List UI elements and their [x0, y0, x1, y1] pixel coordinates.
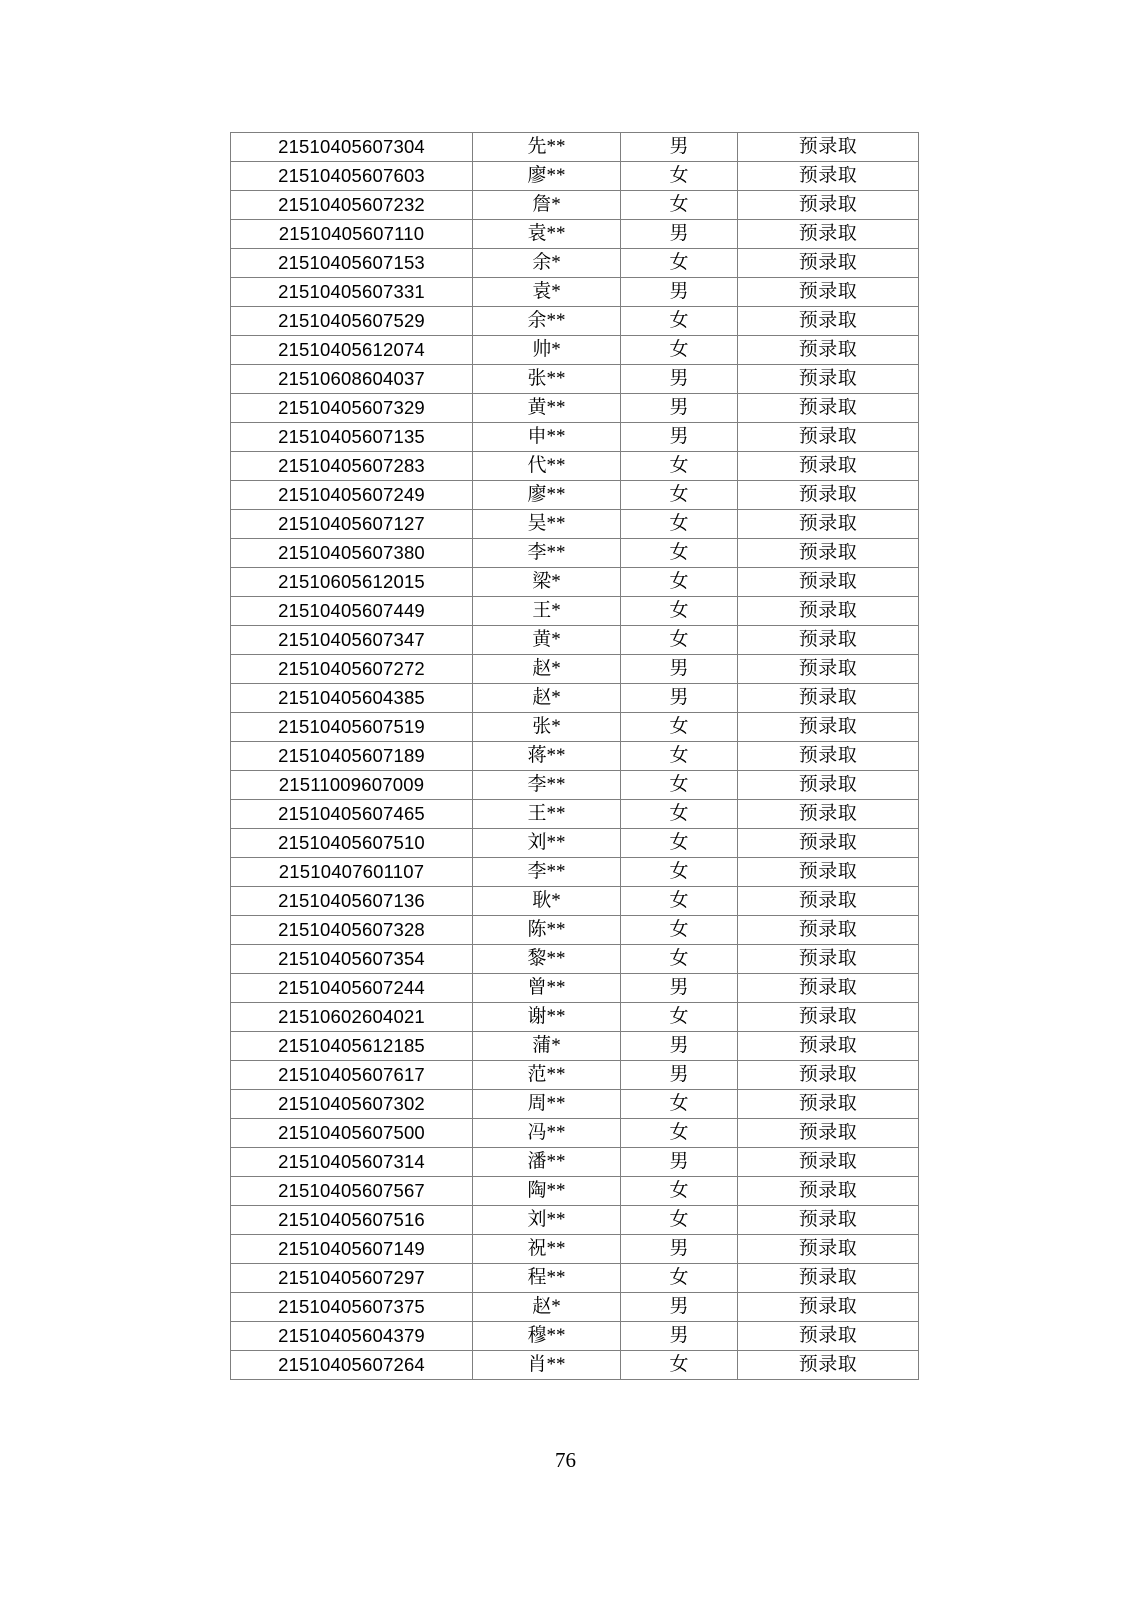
- candidate-id-cell: 21510405607354: [231, 945, 473, 974]
- candidate-name-cell: 王**: [473, 800, 621, 829]
- candidate-status-cell: 预录取: [738, 1322, 919, 1351]
- candidate-status-cell: 预录取: [738, 626, 919, 655]
- candidate-status-cell: 预录取: [738, 220, 919, 249]
- candidate-status-cell: 预录取: [738, 829, 919, 858]
- candidate-gender-cell: 男: [621, 1235, 738, 1264]
- candidate-gender-cell: 女: [621, 742, 738, 771]
- candidate-id-cell: 21510405607272: [231, 655, 473, 684]
- candidate-status-cell: 预录取: [738, 771, 919, 800]
- candidate-status-cell: 预录取: [738, 1351, 919, 1380]
- candidate-gender-cell: 男: [621, 220, 738, 249]
- candidate-name-cell: 赵*: [473, 684, 621, 713]
- table-row: [231, 336, 919, 365]
- table-row: [231, 307, 919, 336]
- candidate-name-cell: 张**: [473, 365, 621, 394]
- candidate-gender-cell: 女: [621, 510, 738, 539]
- candidate-gender-cell: 男: [621, 133, 738, 162]
- candidate-name-cell: 詹*: [473, 191, 621, 220]
- candidate-id-cell: 21510405607153: [231, 249, 473, 278]
- candidate-name-cell: 陶**: [473, 1177, 621, 1206]
- candidate-status-cell: 预录取: [738, 1148, 919, 1177]
- candidate-gender-cell: 女: [621, 713, 738, 742]
- table-row: [231, 684, 919, 713]
- candidate-id-cell: 21510405607189: [231, 742, 473, 771]
- table-row: [231, 713, 919, 742]
- candidate-id-cell: 21510405607127: [231, 510, 473, 539]
- candidate-gender-cell: 男: [621, 974, 738, 1003]
- candidate-id-cell: 21510405607136: [231, 887, 473, 916]
- table-row: [231, 191, 919, 220]
- candidate-id-cell: 21510405612185: [231, 1032, 473, 1061]
- candidate-name-cell: 余*: [473, 249, 621, 278]
- candidate-id-cell: 21510405607314: [231, 1148, 473, 1177]
- candidate-name-cell: 申**: [473, 423, 621, 452]
- candidate-gender-cell: 女: [621, 481, 738, 510]
- candidate-id-cell: 21510405607110: [231, 220, 473, 249]
- candidate-status-cell: 预录取: [738, 1293, 919, 1322]
- candidate-name-cell: 范**: [473, 1061, 621, 1090]
- candidate-gender-cell: 女: [621, 887, 738, 916]
- candidate-gender-cell: 女: [621, 597, 738, 626]
- candidate-status-cell: 预录取: [738, 713, 919, 742]
- table-row: [231, 800, 919, 829]
- candidate-name-cell: 袁**: [473, 220, 621, 249]
- candidate-gender-cell: 男: [621, 684, 738, 713]
- candidate-name-cell: 刘**: [473, 829, 621, 858]
- candidate-id-cell: 21510405607529: [231, 307, 473, 336]
- table-row: [231, 1322, 919, 1351]
- candidate-gender-cell: 女: [621, 771, 738, 800]
- candidate-name-cell: 耿*: [473, 887, 621, 916]
- candidate-status-cell: 预录取: [738, 742, 919, 771]
- table-row: [231, 1148, 919, 1177]
- table-row: [231, 1177, 919, 1206]
- candidate-name-cell: 吴**: [473, 510, 621, 539]
- table-row: [231, 423, 919, 452]
- candidate-id-cell: 21510405607331: [231, 278, 473, 307]
- candidate-name-cell: 肖**: [473, 1351, 621, 1380]
- candidate-id-cell: 21510405607304: [231, 133, 473, 162]
- candidate-gender-cell: 女: [621, 858, 738, 887]
- candidate-status-cell: 预录取: [738, 1235, 919, 1264]
- candidate-name-cell: 李**: [473, 858, 621, 887]
- table-row: [231, 133, 919, 162]
- candidate-id-cell: 21510405607249: [231, 481, 473, 510]
- candidate-status-cell: 预录取: [738, 974, 919, 1003]
- candidate-status-cell: 预录取: [738, 162, 919, 191]
- candidate-id-cell: 21510407601107: [231, 858, 473, 887]
- candidate-status-cell: 预录取: [738, 1090, 919, 1119]
- candidate-name-cell: 周**: [473, 1090, 621, 1119]
- candidate-status-cell: 预录取: [738, 800, 919, 829]
- candidate-gender-cell: 男: [621, 278, 738, 307]
- table-row: [231, 916, 919, 945]
- candidate-id-cell: 21510605612015: [231, 568, 473, 597]
- candidate-gender-cell: 女: [621, 307, 738, 336]
- candidate-name-cell: 帅*: [473, 336, 621, 365]
- candidate-gender-cell: 女: [621, 249, 738, 278]
- candidate-name-cell: 梁*: [473, 568, 621, 597]
- table-row: [231, 1206, 919, 1235]
- candidate-status-cell: 预录取: [738, 1032, 919, 1061]
- candidate-status-cell: 预录取: [738, 481, 919, 510]
- candidate-status-cell: 预录取: [738, 655, 919, 684]
- table-row: [231, 655, 919, 684]
- candidate-id-cell: 21510405607149: [231, 1235, 473, 1264]
- candidate-gender-cell: 男: [621, 1032, 738, 1061]
- candidate-name-cell: 谢**: [473, 1003, 621, 1032]
- candidate-gender-cell: 女: [621, 162, 738, 191]
- candidate-status-cell: 预录取: [738, 452, 919, 481]
- candidate-name-cell: 黄*: [473, 626, 621, 655]
- candidate-gender-cell: 女: [621, 829, 738, 858]
- candidate-name-cell: 黄**: [473, 394, 621, 423]
- candidate-name-cell: 赵*: [473, 655, 621, 684]
- candidate-gender-cell: 女: [621, 916, 738, 945]
- candidate-gender-cell: 男: [621, 655, 738, 684]
- candidate-id-cell: 21510405607244: [231, 974, 473, 1003]
- candidate-gender-cell: 女: [621, 452, 738, 481]
- candidate-gender-cell: 女: [621, 336, 738, 365]
- table-row: [231, 771, 919, 800]
- candidate-gender-cell: 男: [621, 423, 738, 452]
- candidate-name-cell: 余**: [473, 307, 621, 336]
- candidate-status-cell: 预录取: [738, 858, 919, 887]
- candidate-gender-cell: 男: [621, 1061, 738, 1090]
- candidate-status-cell: 预录取: [738, 1061, 919, 1090]
- roster-table-body: [231, 133, 919, 1380]
- candidate-name-cell: 张*: [473, 713, 621, 742]
- candidate-gender-cell: 男: [621, 1322, 738, 1351]
- candidate-id-cell: 21510405607567: [231, 1177, 473, 1206]
- candidate-status-cell: 预录取: [738, 249, 919, 278]
- candidate-id-cell: 21510608604037: [231, 365, 473, 394]
- candidate-name-cell: 廖**: [473, 481, 621, 510]
- candidate-name-cell: 李**: [473, 539, 621, 568]
- table-row: [231, 829, 919, 858]
- table-row: [231, 1003, 919, 1032]
- candidate-id-cell: 21510405604385: [231, 684, 473, 713]
- candidate-name-cell: 冯**: [473, 1119, 621, 1148]
- candidate-gender-cell: 女: [621, 1090, 738, 1119]
- candidate-status-cell: 预录取: [738, 365, 919, 394]
- admission-roster-table-wrapper: [230, 132, 918, 1380]
- table-row: [231, 452, 919, 481]
- candidate-name-cell: 代**: [473, 452, 621, 481]
- table-row: [231, 568, 919, 597]
- candidate-status-cell: 预录取: [738, 568, 919, 597]
- candidate-gender-cell: 女: [621, 191, 738, 220]
- candidate-gender-cell: 女: [621, 1206, 738, 1235]
- candidate-id-cell: 21510405607510: [231, 829, 473, 858]
- candidate-status-cell: 预录取: [738, 191, 919, 220]
- candidate-id-cell: 21511009607009: [231, 771, 473, 800]
- table-row: [231, 220, 919, 249]
- table-row: [231, 1293, 919, 1322]
- table-row: [231, 626, 919, 655]
- candidate-id-cell: 21510405607465: [231, 800, 473, 829]
- candidate-status-cell: 预录取: [738, 423, 919, 452]
- table-row: [231, 1032, 919, 1061]
- candidate-name-cell: 廖**: [473, 162, 621, 191]
- candidate-id-cell: 21510405607302: [231, 1090, 473, 1119]
- candidate-name-cell: 赵*: [473, 1293, 621, 1322]
- candidate-gender-cell: 女: [621, 1177, 738, 1206]
- table-row: [231, 597, 919, 626]
- candidate-status-cell: 预录取: [738, 394, 919, 423]
- candidate-gender-cell: 女: [621, 626, 738, 655]
- table-row: [231, 510, 919, 539]
- candidate-gender-cell: 男: [621, 394, 738, 423]
- candidate-name-cell: 蒋**: [473, 742, 621, 771]
- candidate-id-cell: 21510405607519: [231, 713, 473, 742]
- table-row: [231, 858, 919, 887]
- candidate-gender-cell: 女: [621, 539, 738, 568]
- candidate-name-cell: 先**: [473, 133, 621, 162]
- table-row: [231, 1351, 919, 1380]
- candidate-id-cell: 21510405607449: [231, 597, 473, 626]
- table-row: [231, 249, 919, 278]
- candidate-name-cell: 曾**: [473, 974, 621, 1003]
- candidate-gender-cell: 男: [621, 365, 738, 394]
- candidate-id-cell: 21510405607380: [231, 539, 473, 568]
- candidate-status-cell: 预录取: [738, 1177, 919, 1206]
- candidate-status-cell: 预录取: [738, 278, 919, 307]
- candidate-status-cell: 预录取: [738, 539, 919, 568]
- candidate-status-cell: 预录取: [738, 887, 919, 916]
- candidate-gender-cell: 男: [621, 1148, 738, 1177]
- candidate-id-cell: 21510405607328: [231, 916, 473, 945]
- table-row: [231, 1061, 919, 1090]
- candidate-name-cell: 蒲*: [473, 1032, 621, 1061]
- table-row: [231, 394, 919, 423]
- candidate-id-cell: 21510405607283: [231, 452, 473, 481]
- table-row: [231, 365, 919, 394]
- table-row: [231, 945, 919, 974]
- table-row: [231, 278, 919, 307]
- candidate-id-cell: 21510405607516: [231, 1206, 473, 1235]
- table-row: [231, 481, 919, 510]
- candidate-name-cell: 程**: [473, 1264, 621, 1293]
- candidate-status-cell: 预录取: [738, 307, 919, 336]
- candidate-name-cell: 王*: [473, 597, 621, 626]
- table-row: [231, 742, 919, 771]
- candidate-gender-cell: 男: [621, 1293, 738, 1322]
- candidate-id-cell: 21510405607297: [231, 1264, 473, 1293]
- candidate-id-cell: 21510405607232: [231, 191, 473, 220]
- table-row: [231, 887, 919, 916]
- candidate-status-cell: 预录取: [738, 945, 919, 974]
- candidate-name-cell: 袁*: [473, 278, 621, 307]
- candidate-id-cell: 21510405607603: [231, 162, 473, 191]
- candidate-gender-cell: 女: [621, 1351, 738, 1380]
- candidate-status-cell: 预录取: [738, 916, 919, 945]
- candidate-id-cell: 21510405612074: [231, 336, 473, 365]
- candidate-name-cell: 穆**: [473, 1322, 621, 1351]
- candidate-id-cell: 21510405607264: [231, 1351, 473, 1380]
- candidate-status-cell: 预录取: [738, 1119, 919, 1148]
- admission-roster-table: [230, 132, 919, 1380]
- candidate-status-cell: 预录取: [738, 597, 919, 626]
- candidate-id-cell: 21510405607375: [231, 1293, 473, 1322]
- candidate-status-cell: 预录取: [738, 133, 919, 162]
- candidate-id-cell: 21510405607617: [231, 1061, 473, 1090]
- candidate-gender-cell: 女: [621, 1264, 738, 1293]
- page-number: 76: [555, 1448, 576, 1472]
- candidate-name-cell: 祝**: [473, 1235, 621, 1264]
- candidate-status-cell: 预录取: [738, 684, 919, 713]
- candidate-name-cell: 刘**: [473, 1206, 621, 1235]
- candidate-gender-cell: 女: [621, 945, 738, 974]
- table-row: [231, 1264, 919, 1293]
- candidate-id-cell: 21510405607329: [231, 394, 473, 423]
- candidate-status-cell: 预录取: [738, 336, 919, 365]
- table-row: [231, 539, 919, 568]
- candidate-status-cell: 预录取: [738, 1003, 919, 1032]
- candidate-id-cell: 21510405607347: [231, 626, 473, 655]
- candidate-id-cell: 21510405604379: [231, 1322, 473, 1351]
- table-row: [231, 974, 919, 1003]
- candidate-name-cell: 李**: [473, 771, 621, 800]
- candidate-name-cell: 陈**: [473, 916, 621, 945]
- table-row: [231, 1090, 919, 1119]
- candidate-name-cell: 黎**: [473, 945, 621, 974]
- candidate-name-cell: 潘**: [473, 1148, 621, 1177]
- table-row: [231, 1235, 919, 1264]
- candidate-status-cell: 预录取: [738, 1206, 919, 1235]
- candidate-id-cell: 21510602604021: [231, 1003, 473, 1032]
- candidate-status-cell: 预录取: [738, 510, 919, 539]
- candidate-gender-cell: 女: [621, 568, 738, 597]
- table-row: [231, 1119, 919, 1148]
- candidate-id-cell: 21510405607135: [231, 423, 473, 452]
- candidate-gender-cell: 女: [621, 800, 738, 829]
- candidate-id-cell: 21510405607500: [231, 1119, 473, 1148]
- table-row: [231, 162, 919, 191]
- candidate-gender-cell: 女: [621, 1003, 738, 1032]
- candidate-gender-cell: 女: [621, 1119, 738, 1148]
- candidate-status-cell: 预录取: [738, 1264, 919, 1293]
